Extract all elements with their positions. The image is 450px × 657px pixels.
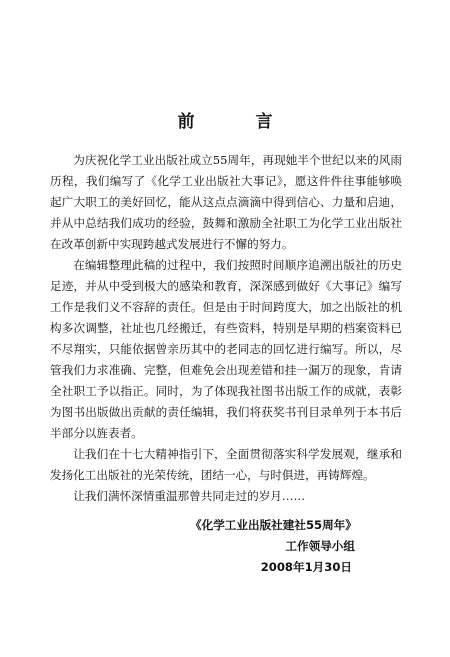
preface-paragraph-3: 让我们在十七大精神指引下，全面贯彻落实科学发展观，继承和发扬化工出版社的光荣传统，团结一心，与时俱进，再铸辉煌。: [50, 447, 402, 482]
signature-group: 工作领导小组: [285, 539, 355, 553]
signature-book-title: 《化学工业出版社建社55周年》: [190, 518, 357, 532]
page-title: 前 言: [177, 112, 295, 132]
preface-paragraph-1: 为庆祝化学工业出版社成立55周年，再现她半个世纪以来的风雨历程，我们编写了《化学工业出版社大事记》，愿这件件往事能够唤起广大职工的美好回忆，能从这点点滴滴中得到信心、力量和启迪，并从中总结我们成功的经验，鼓舞和激励全社职工为化学工业出版社在改革创新中实现跨越式发展进行不懈的努力。: [50, 153, 402, 251]
preface-body: [50, 150, 402, 507]
signature-date: 2008年1月30日: [260, 560, 352, 574]
preface-paragraph-4: 让我们满怀深情重温那曾共同走过的岁月……: [73, 489, 306, 503]
signature-block: [150, 515, 410, 578]
preface-paragraph-2: 在编辑整理此稿的过程中，我们按照时间顺序追溯出版社的历史足迹，并从中受到极大的感染和教育，深深感到做好《大事记》编写工作是我们义不容辞的责任。但是由于时间跨度大，加之出版社的机构多次调整，社址也几经搬迁，有些资料，特别是早期的档案资料已不尽翔实，只能依据曾亲历其中的老同志的回忆进行编写。所以，尽管我们力求准确、完整，但难免会出现差错和挂一漏万的现象，肯请全社职工予以指正。同时，为了体现我社图书出版工作的成就，表彰为图书出版做出贡献的责任编辑，我们将获奖书刊目录单列于本书后半部分以旌表者。: [50, 258, 402, 440]
